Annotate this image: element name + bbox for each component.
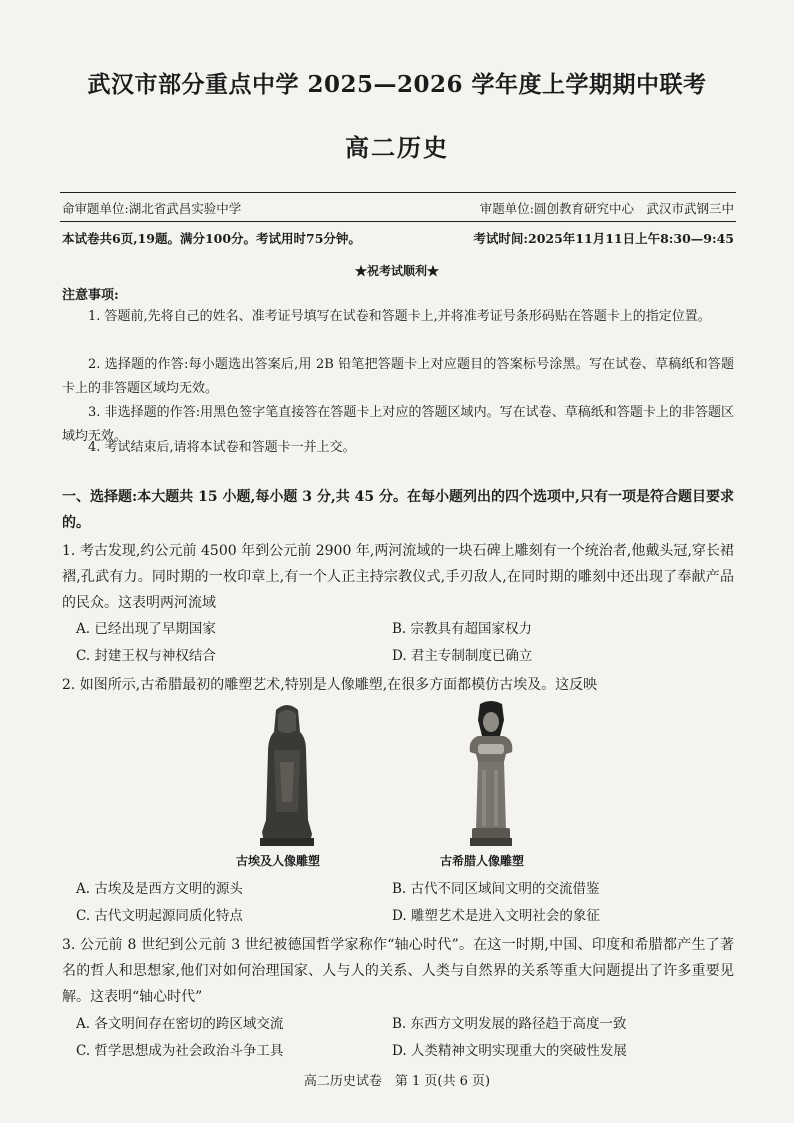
note-item: 1. 答题前,先将自己的姓名、准考证号填写在试卷和答题卡上,并将准考证号条形码贴在答题卡上的指定位置。 <box>88 309 711 324</box>
good-luck-banner: ★祝考试顺利★ <box>354 264 439 278</box>
question-2-option-d: D. 雕塑艺术是进入文明社会的象征 <box>392 908 600 924</box>
notes-heading: 注意事项: <box>62 288 119 303</box>
exam-time: 考试时间:2025年11月11日上午8:30—9:45 <box>473 231 734 246</box>
question-3-stem: 3. 公元前 8 世纪到公元前 3 世纪被德国哲学家称作“轴心时代”。在这一时期,中国、印度和希腊都产生了著名的哲人和思想家,他们对如何治理国家、人与人的关系、人类与自然界的关系等重大问题提出了许多重要见解。这表明“轴心时代” <box>62 937 734 1005</box>
question-2-option-c: C. 古代文明起源同质化特点 <box>76 908 243 924</box>
question-3-option-a: A. 各文明间存在密切的跨区域交流 <box>76 1016 284 1032</box>
exam-title: 武汉市部分重点中学 2025—2026 学年度上学期期中联考 <box>87 71 707 98</box>
question-1-option-b: B. 宗教具有超国家权力 <box>392 621 533 637</box>
setter-unit: 命审题单位:湖北省武昌实验中学 <box>62 201 242 216</box>
question-2-stem: 2. 如图所示,古希腊最初的雕塑艺术,特别是人像雕塑,在很多方面都模仿古埃及。这反映 <box>62 677 598 693</box>
caption-greek-statue: 古希腊人像雕塑 <box>440 854 525 868</box>
question-2-option-b: B. 古代不同区域间文明的交流借鉴 <box>392 881 600 897</box>
header-divider <box>60 192 736 193</box>
question-1-stem: 1. 考古发现,约公元前 4500 年到公元前 2900 年,两河流域的一块石碑上雕刻有一个统治者,他戴头冠,穿长裙褶,孔武有力。同时期的一枚印章上,有一个人正主持宗教仪式,手刃敌人,在同时期的雕刻中还出现了奉献产品的民众。这表明两河流域 <box>62 543 734 611</box>
note-item: 4. 考试结束后,请将本试卷和答题卡一并上交。 <box>88 440 356 455</box>
egyptian-statue-image <box>256 702 318 848</box>
question-1-option-c: C. 封建王权与神权结合 <box>76 648 216 664</box>
caption-egyptian-statue: 古埃及人像雕塑 <box>236 854 321 868</box>
section-heading: 一、选择题:本大题共 15 小题,每小题 3 分,共 45 分。在每小题列出的四个选项中,只有一项是符合题目要求的。 <box>62 489 734 531</box>
note-item: 3. 非选择题的作答:用黑色签字笔直接答在答题卡上对应的答题区域内。写在试卷、草稿纸和答题卡上的非答题区域均无效。 <box>62 405 734 444</box>
note-item: 2. 选择题的作答:每小题选出答案后,用 2B 铅笔把答题卡上对应题目的答案标号涂黑。写在试卷、草稿纸和答题卡上的非答题区域均无效。 <box>62 357 734 396</box>
question-3-option-c: C. 哲学思想成为社会政治斗争工具 <box>76 1043 284 1059</box>
exam-summary: 本试卷共6页,19题。满分100分。考试用时75分钟。 <box>62 231 361 246</box>
exam-subject: 高二历史 <box>345 133 449 162</box>
meta-divider <box>60 221 736 222</box>
question-2-option-a: A. 古埃及是西方文明的源头 <box>76 881 243 897</box>
question-3-option-d: D. 人类精神文明实现重大的突破性发展 <box>392 1043 627 1059</box>
page-footer: 高二历史试卷 第 1 页(共 6 页) <box>303 1074 491 1089</box>
question-3-option-b: B. 东西方文明发展的路径趋于高度一致 <box>392 1016 627 1032</box>
question-1-option-a: A. 已经出现了早期国家 <box>76 621 216 637</box>
reviewer-unit: 审题单位:圆创教育研究中心 武汉市武钢三中 <box>479 201 734 216</box>
question-1-option-d: D. 君主专制制度已确立 <box>392 648 533 664</box>
greek-statue-image <box>460 700 522 850</box>
